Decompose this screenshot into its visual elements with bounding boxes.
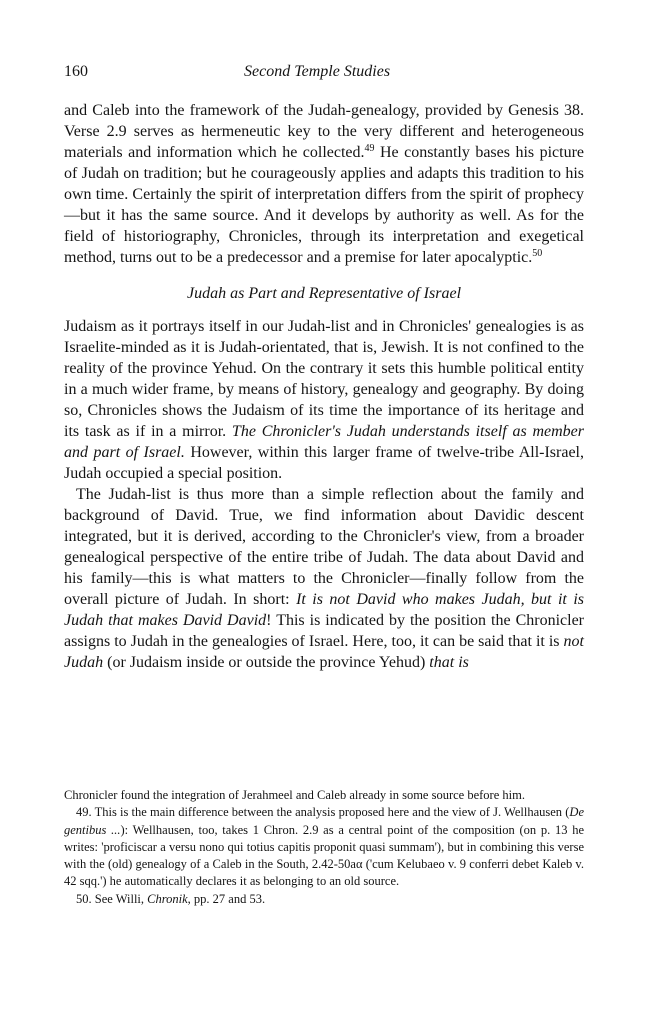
- footnote-50: [64, 891, 584, 908]
- running-title: Second Temple Studies: [244, 63, 391, 80]
- footnote-text: 50. See Willi,: [76, 891, 148, 906]
- main-text: [64, 100, 584, 673]
- paragraph-2: [64, 316, 584, 484]
- paragraph-text: and Caleb into the framework of the Judah-genealogy, provided by Genesis 38. Verse 2.9 serves as hermeneutic key to the very different and heterogeneous materials and information which he collected.: [64, 102, 584, 161]
- section-heading: Judah as Part and Representative of Israel: [186, 285, 462, 302]
- paragraph-3: [64, 484, 584, 673]
- footnote-emphasis: De gentibus ...: [64, 805, 584, 837]
- emphasis-text: not Judah: [64, 633, 584, 671]
- emphasis-text: The Chronicler's Judah understands itself as member and part of Israel.: [64, 423, 585, 461]
- footnote-ref-50: 50: [532, 248, 543, 259]
- page-number: 160: [64, 63, 88, 80]
- paragraph-text: ! This is indicated by the position the Chronicler assigns to Judah in the genealogies of Israel. Here, too, it can be said that it is: [64, 612, 585, 650]
- footnote-emphasis: Chronik: [147, 891, 188, 906]
- footnote-continuation: Chronicler found the integration of Jerahmeel and Caleb already in some source before him.: [64, 788, 525, 802]
- footnote-text: ): Wellhausen, too, takes 1 Chron. 2.9 as a central point of the composition (on p. 13 he writes: 'proficiscar a versu nono qui totius capitis proponit quasi summam'), but in combining this verse with the (old) genealogy of a Caleb in the South, 2.42-50aα ('cum Kelubaeo v. 9 conferri debet Kaleb v. 42 sqq.') he automatically declares it as belonging to an old source.: [64, 822, 584, 889]
- paragraph-text: (or Judaism inside or outside the province Yehud): [103, 654, 430, 671]
- emphasis-text: It is not David who makes Judah, but it is Judah that makes David David: [64, 591, 584, 629]
- paragraph-text: Judaism as it portrays itself in our Judah-list and in Chronicles' genealogies is as Israelite-minded as it is Judah-orientated, that is, Jewish. It is not confined to the reality of the province Yehud. On the contrary it sets this humble political entity in a much wider frame, by means of history, genealogy and geography. By doing so, Chronicles shows the Judaism of its time the importance of its heritage and its task as if in a mirror.: [64, 318, 584, 440]
- footnote-text: 49. This is the main difference between the analysis proposed here and the view of J. Wellhausen (: [76, 805, 570, 820]
- paragraph-text: He constantly bases his picture of Judah on tradition; but he courageously applies and adapts this tradition to his own time. Certainly the spirit of interpretation differs from the spirit of prophecy—but it has the same source. And it develops by authority as well. As for the field of historiography, Chronicles, through its interpretation and exegetical method, turns out to be a predecessor and a premise for later apocalyptic.: [64, 144, 585, 266]
- paragraph-text: The Judah-list is thus more than a simple reflection about the family and background of David. True, we find information about Davidic descent integrated, but it is derived, according to the Chronicler's view, from a broader genealogical perspective of the entire tribe of Judah. The data about David and his family—this is what matters to the Chronicler—finally follow from the overall picture of Judah. In short:: [64, 486, 584, 608]
- footnote-text: , pp. 27 and 53.: [187, 891, 266, 906]
- footnote-49: [64, 804, 584, 890]
- footnotes: [64, 787, 584, 908]
- paragraph-1: [64, 100, 584, 268]
- paragraph-text: However, within this larger frame of twelve-tribe All-Israel, Judah occupied a special position.: [64, 444, 584, 482]
- emphasis-text: that is: [429, 654, 469, 671]
- footnote-ref-49: 49: [364, 143, 375, 154]
